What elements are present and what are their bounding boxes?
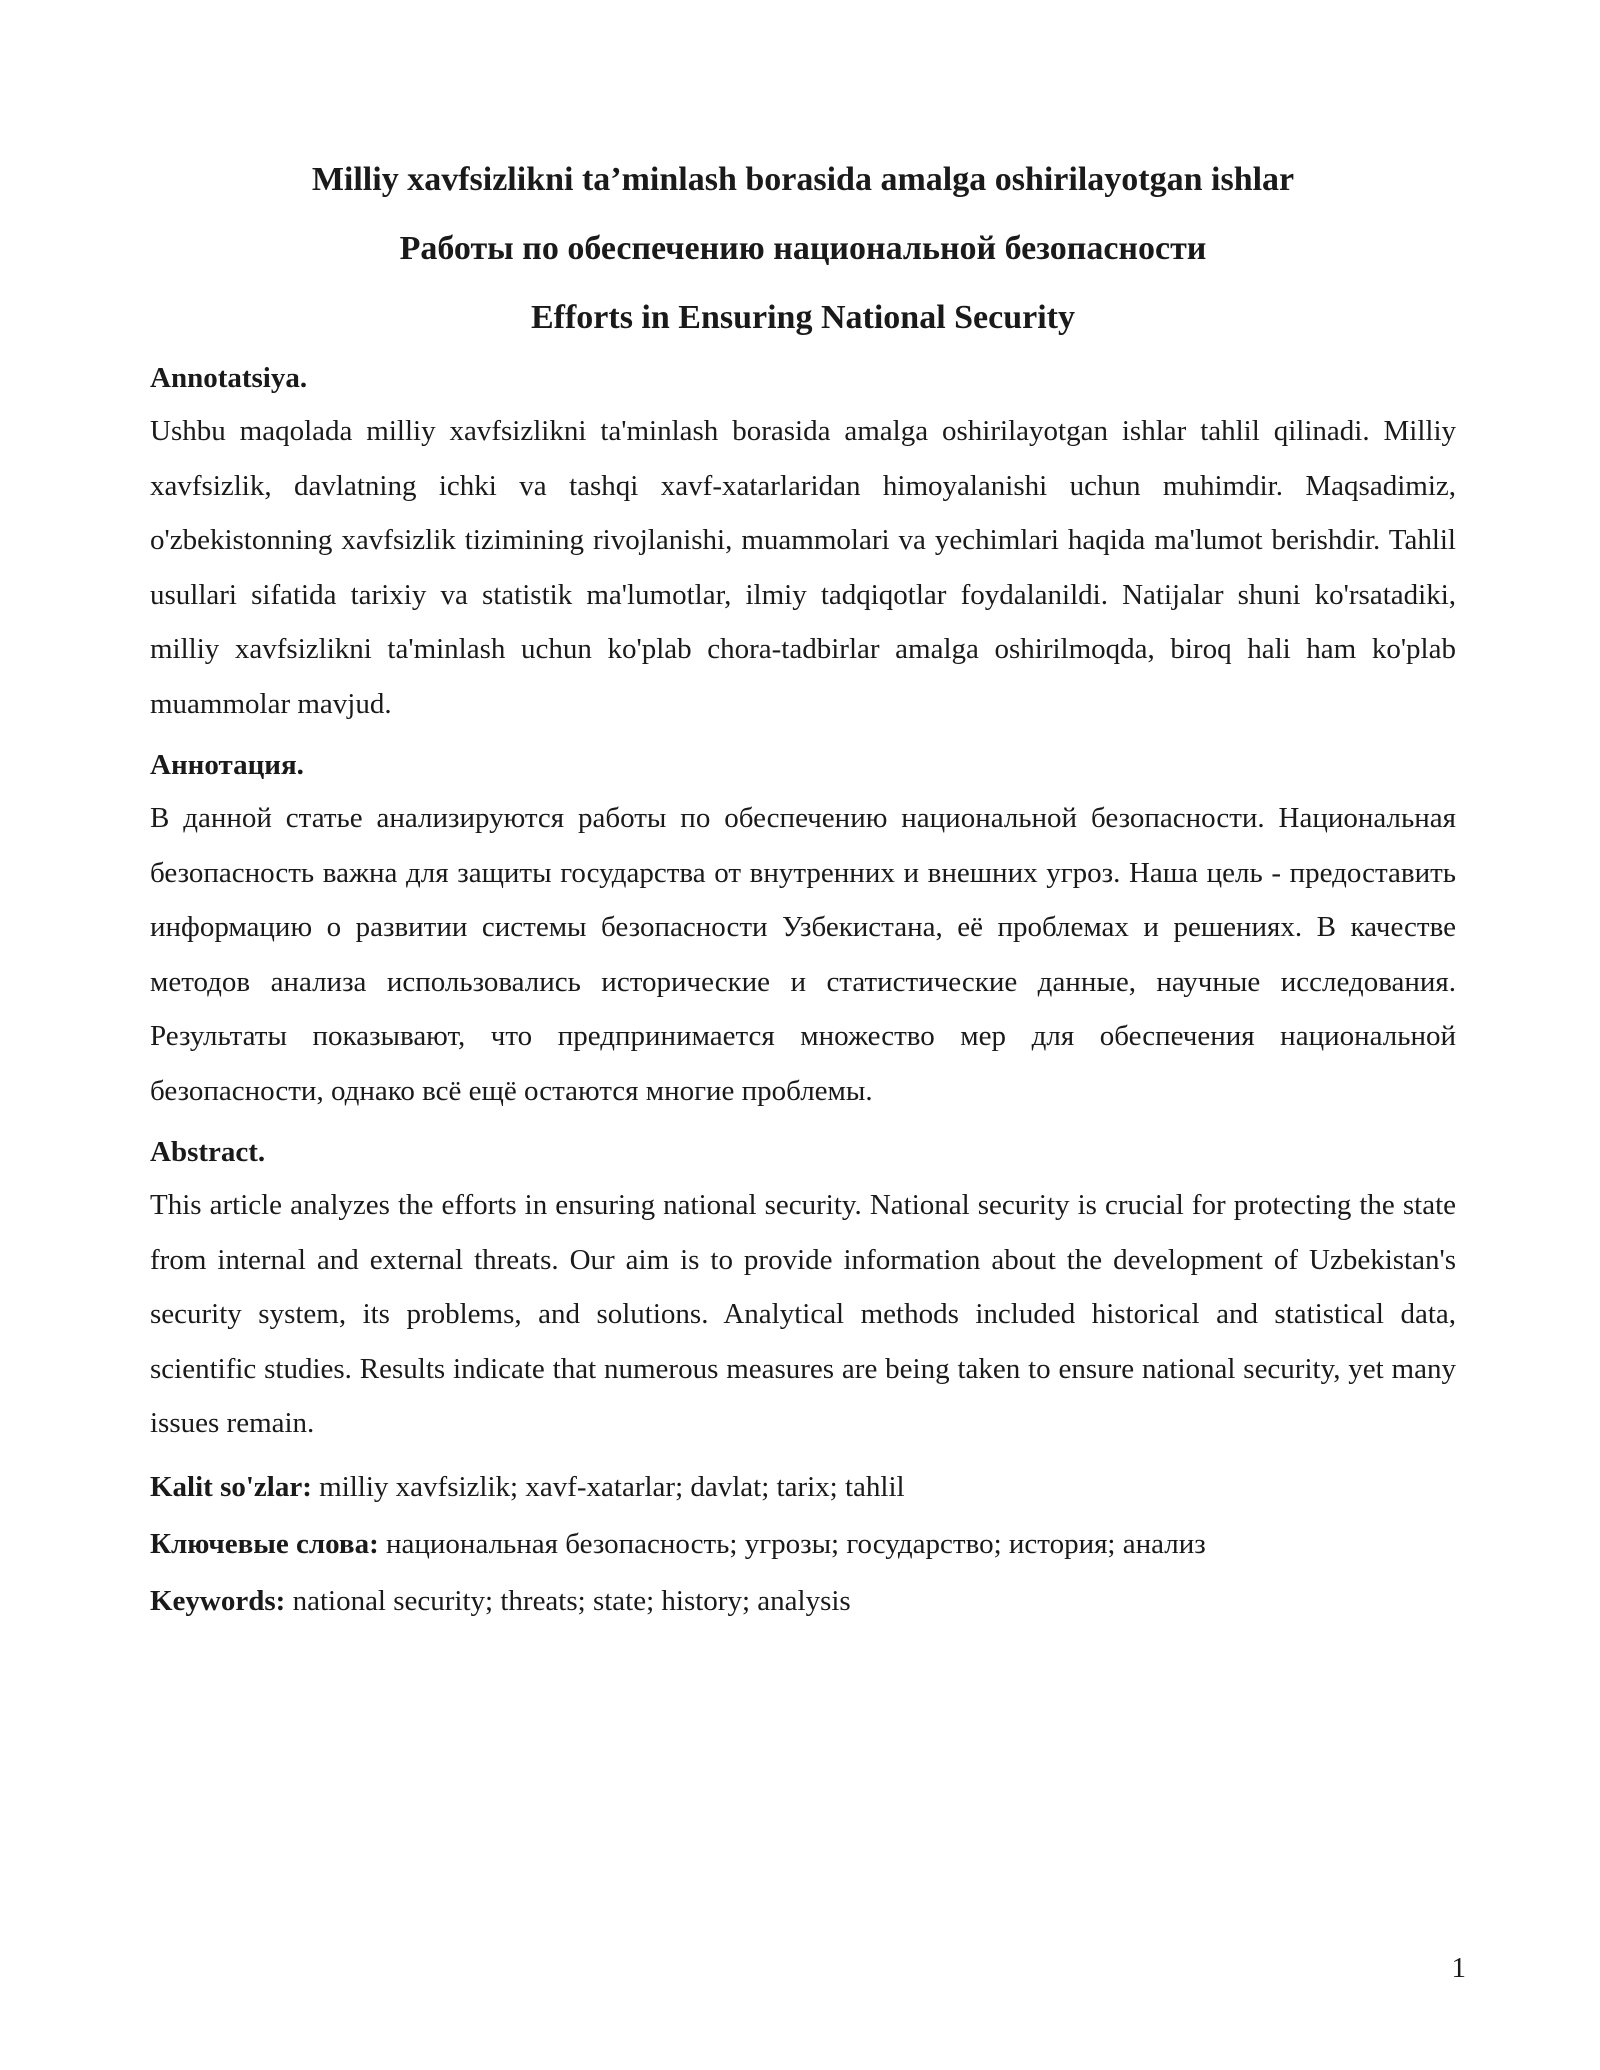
keywords-english-label: Keywords:: [150, 1584, 286, 1617]
abstract-english-section: [150, 1126, 1456, 1451]
title-uzbek: Milliy xavfsizlikni ta’minlash borasida amalga oshirilayotgan ishlar: [311, 161, 1295, 198]
keywords-english-value: national security; threats; state; history; analysis: [285, 1584, 851, 1617]
annotation-russian-section: [150, 739, 1456, 1118]
keywords-russian-label: Ключевые слова:: [150, 1527, 379, 1560]
annotation-russian-text: В данной статье анализируются работы по обеспечению национальной безопасности. Национальная безопасность важна для защиты государства от внутренних и внешних угроз. Наша цель - предоставить информацию о развитии системы безопасности Узбекистана, её проблемах и решениях. В качестве методов анализа использовались исторические и статистические данные, научные исследования. Результаты показывают, что предпринимается множество мер для обеспечения национальной безопасности, однако всё ещё остаются многие проблемы.: [150, 802, 1456, 1107]
title-block: [150, 145, 1456, 352]
keywords-russian: [150, 1516, 1456, 1573]
keywords-russian-value: национальная безопасность; угрозы; государство; история; анализ: [378, 1527, 1206, 1560]
annotation-russian-heading: Аннотация.: [150, 749, 304, 781]
annotation-uzbek-section: [150, 352, 1456, 731]
annotation-uzbek-heading: Annotatsiya.: [150, 362, 308, 394]
abstract-english-text: This article analyzes the efforts in ensuring national security. National security is crucial for protecting the state from internal and external threats. Our aim is to provide information about the development of Uzbekistan's security system, its problems, and solutions. Analytical methods included historical and statistical data, scientific studies. Results indicate that numerous measures are being taken to ensure national security, yet many issues remain.: [150, 1189, 1456, 1439]
page-number: 1: [1451, 1952, 1466, 1984]
title-english: Efforts in Ensuring National Security: [530, 299, 1076, 336]
abstract-english-heading: Abstract.: [150, 1136, 266, 1168]
annotation-uzbek-text: Ushbu maqolada milliy xavfsizlikni ta'minlash borasida amalga oshirilayotgan ishlar tahlil qilinadi. Milliy xavfsizlik, davlatning ichki va tashqi xavf-xatarlaridan himoyalanishi uchun muhimdir. Maqsadimiz, o'zbekistonning xavfsizlik tizimining rivojlanishi, muammolari va yechimlari haqida ma'lumot berishdir. Tahlil usullari sifatida tarixiy va statistik ma'lumotlar, ilmiy tadqiqotlar foydalanildi. Natijalar shuni ko'rsatadiki, milliy xavfsizlikni ta'minlash uchun ko'plab chora-tadbirlar amalga oshirilmoqda, biroq hali ham ko'plab muammolar mavjud.: [150, 415, 1456, 720]
keywords-section: [150, 1459, 1456, 1630]
keywords-uzbek-value: milliy xavfsizlik; xavf-xatarlar; davlat; tarix; tahlil: [311, 1470, 905, 1503]
article-body: [150, 352, 1456, 1630]
keywords-english: [150, 1573, 1456, 1630]
keywords-uzbek: [150, 1459, 1456, 1516]
title-russian: Работы по обеспечению национальной безопасности: [399, 230, 1207, 267]
keywords-uzbek-label: Kalit so'zlar:: [150, 1470, 312, 1503]
